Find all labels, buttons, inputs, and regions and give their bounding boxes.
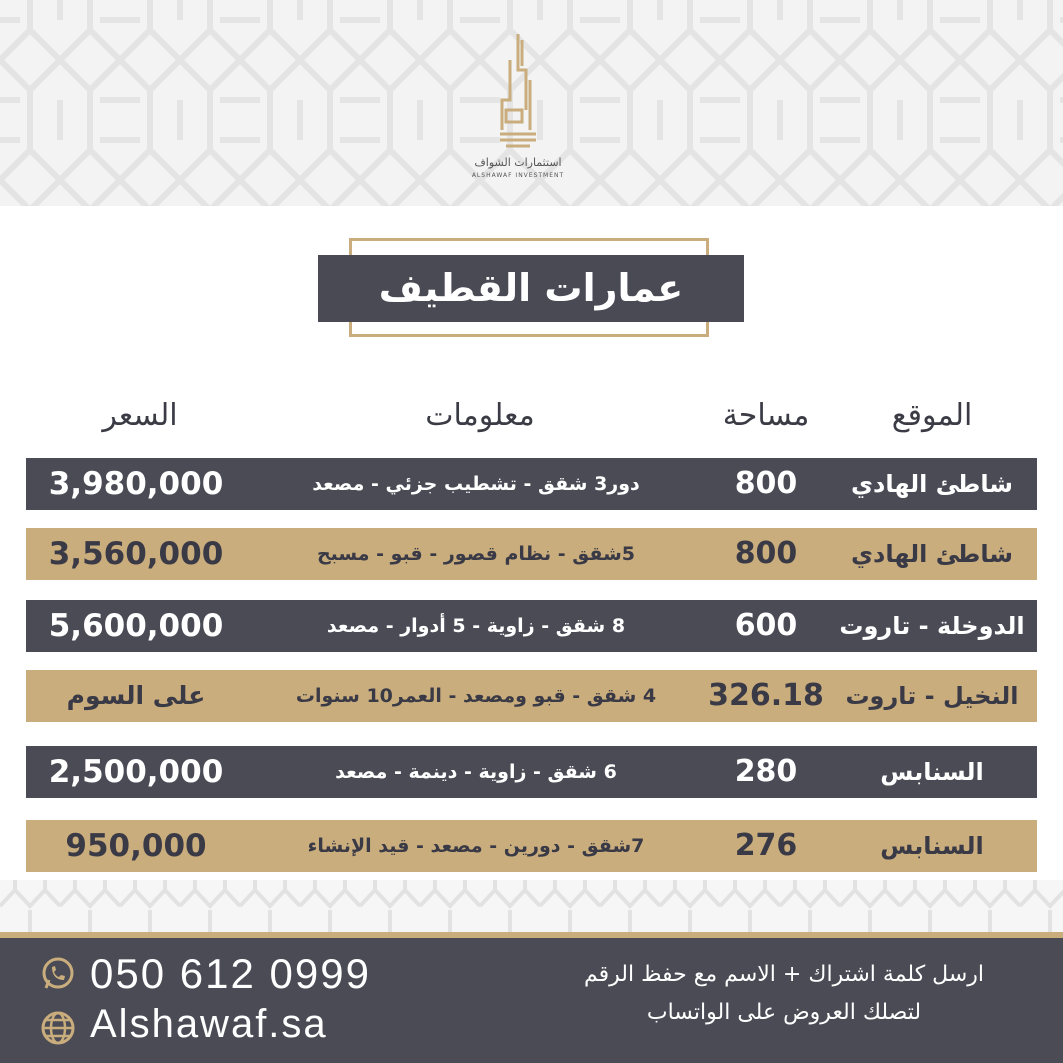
footer [0, 932, 1063, 1063]
website-link[interactable]: Alshawaf.sa [90, 1002, 328, 1046]
row-location: شاطئ الهادي [851, 470, 1013, 498]
row-area: 276 [734, 828, 798, 863]
tower-logo-icon [466, 30, 570, 154]
whatsapp-icon [40, 956, 76, 992]
bottom-pattern-band [0, 880, 1063, 932]
row-location: الدوخلة - تاروت [839, 612, 1025, 640]
row-location: شاطئ الهادي [851, 540, 1013, 568]
row-area: 280 [734, 754, 798, 789]
row-area: 600 [734, 608, 798, 643]
header-location: الموقع [891, 398, 973, 433]
row-price: على السوم [66, 681, 206, 710]
bottom-geometric-pattern [0, 880, 1063, 932]
row-location: السنابس [880, 758, 984, 786]
row-area: 326.18 [708, 678, 824, 713]
row-info: 5شقق - نظام قصور - قبو - مسبح [316, 543, 636, 565]
row-location: السنابس [880, 832, 984, 860]
row-info: 7شقق - دورين - مصعد - قيد الإنشاء [307, 835, 645, 857]
row-info: 4 شقق - قبو ومصعد - العمر10 سنوات [295, 685, 657, 707]
table-row [26, 600, 1037, 652]
table-row [26, 820, 1037, 872]
company-logo [466, 30, 570, 186]
row-price: 3,980,000 [48, 466, 224, 502]
table-row [26, 528, 1037, 580]
top-pattern-band [0, 0, 1063, 206]
promo-line-2: لتصلك العروض على الواتساب [646, 1000, 922, 1025]
row-area: 800 [734, 466, 798, 501]
header-price: السعر [102, 398, 178, 433]
phone-number[interactable]: 050 612 0999 [90, 950, 371, 997]
row-info: 8 شقق - زاوية - 5 أدوار - مصعد [326, 615, 626, 637]
row-price: 950,000 [65, 828, 207, 864]
table-row [26, 670, 1037, 722]
header-info: معلومات [425, 398, 535, 433]
page-title: عمارات القطيف [318, 255, 744, 322]
promo-line-1: ارسل كلمة اشتراك + الاسم مع حفظ الرقم [583, 962, 984, 987]
row-price: 2,500,000 [48, 754, 224, 790]
row-price: 3,560,000 [48, 536, 224, 572]
row-price: 5,600,000 [48, 608, 224, 644]
logo-english-text: ALSHAWAF INVESTMENT [471, 172, 565, 179]
table-row [26, 746, 1037, 798]
row-info: 6 شقق - زاوية - دينمة - مصعد [335, 761, 617, 783]
header-area: مساحة [722, 398, 810, 433]
logo-arabic-text: استثمارات الشواف [474, 156, 562, 169]
row-info: دور3 شقق - تشطيب جزئي - مصعد [312, 473, 640, 495]
globe-icon [40, 1010, 76, 1046]
row-area: 800 [734, 536, 798, 571]
row-location: النخيل - تاروت [845, 682, 1019, 710]
table-row [26, 458, 1037, 510]
